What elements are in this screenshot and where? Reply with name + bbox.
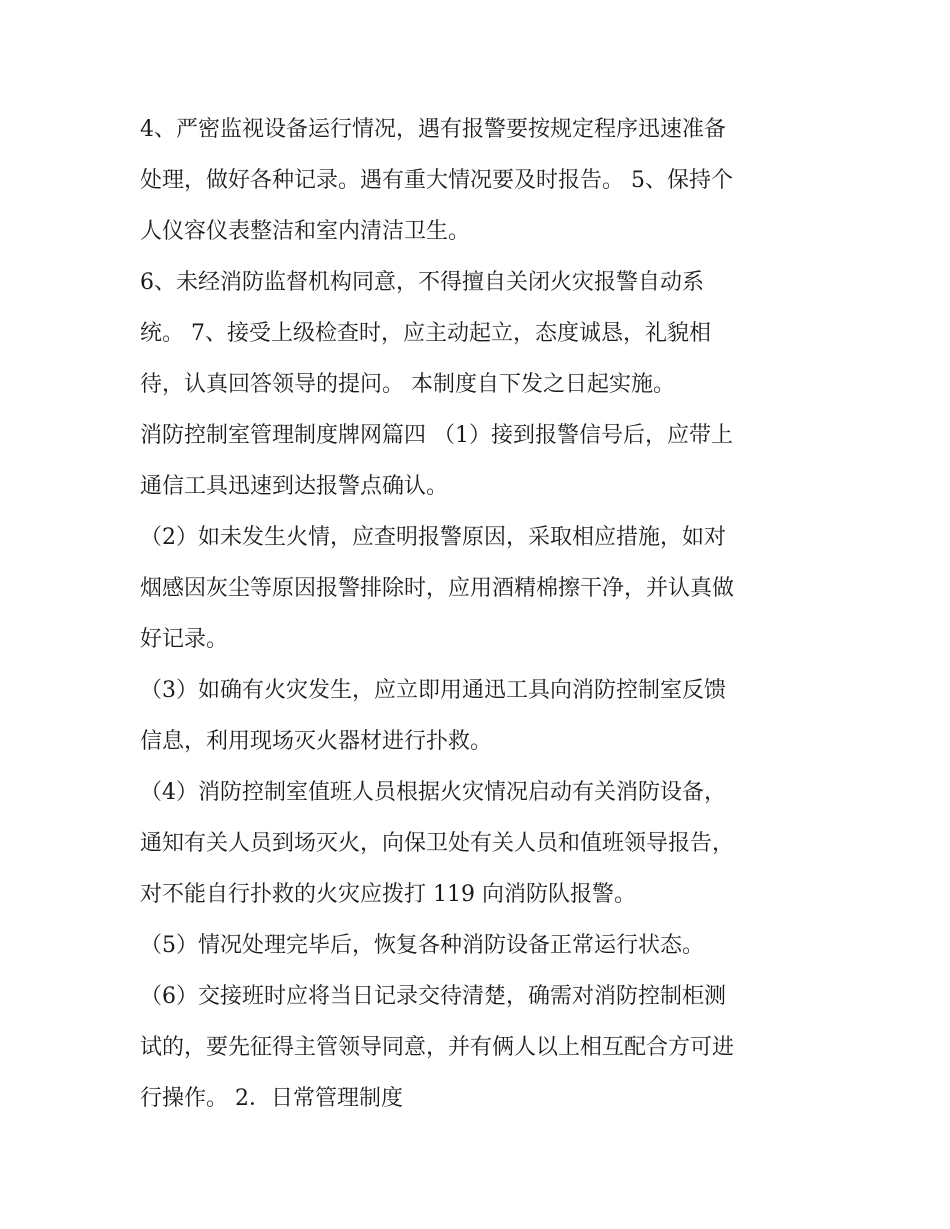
text-line: 对不能自行扑救的火灾应拨打 119 向消防队报警。: [140, 882, 636, 907]
text-line: （4）消防控制室值班人员根据火灾情况启动有关消防设备，: [140, 780, 726, 805]
text-line: 通知有关人员到场灭火，向保卫处有关人员和值班领导报告，: [140, 831, 735, 856]
text-line: （5）情况处理完毕后，恢复各种消防设备正常运行状态。: [140, 933, 704, 958]
text-line: （6）交接班时应将当日记录交待清楚，确需对消防控制柜测: [140, 984, 726, 1009]
text-line: 4、严密监视设备运行情况，遇有报警要按规定程序迅速准备: [140, 117, 726, 142]
text-line: 统。 7、接受上级检查时，应主动起立，态度诚恳，礼貌相: [140, 321, 711, 346]
text-line: 人仪容仪表整洁和室内清洁卫生。: [140, 219, 471, 244]
text-line: 好记录。: [140, 627, 229, 652]
text-line: （3）如确有火灾发生，应立即用通迅工具向消防控制室反馈: [140, 678, 726, 703]
text-line: 信息，利用现场灭火器材进行扑救。: [140, 729, 493, 754]
text-line: 行操作。 2．日常管理制度: [140, 1086, 403, 1111]
text-line: 消防控制室管理制度牌网篇四 （1）接到报警信号后，应带上: [140, 423, 733, 448]
text-line: （2）如未发生火情，应查明报警原因，采取相应措施，如对: [140, 525, 726, 550]
text-line: 6、未经消防监督机构同意，不得擅自关闭火灾报警自动系: [140, 270, 704, 295]
text-line: 待，认真回答领导的提问。 本制度自下发之日起实施。: [140, 372, 675, 397]
text-line: 通信工具迅速到达报警点确认。: [140, 474, 449, 499]
text-line: 处理，做好各种记录。遇有重大情况要及时报告。 5、保持个: [140, 168, 733, 193]
text-line: 烟感因灰尘等原因报警排除时，应用酒精棉擦干净，并认真做: [140, 576, 735, 601]
body-text: [140, 104, 830, 1124]
text-line: 试的，要先征得主管领导同意，并有俩人以上相互配合方可进: [140, 1035, 735, 1060]
